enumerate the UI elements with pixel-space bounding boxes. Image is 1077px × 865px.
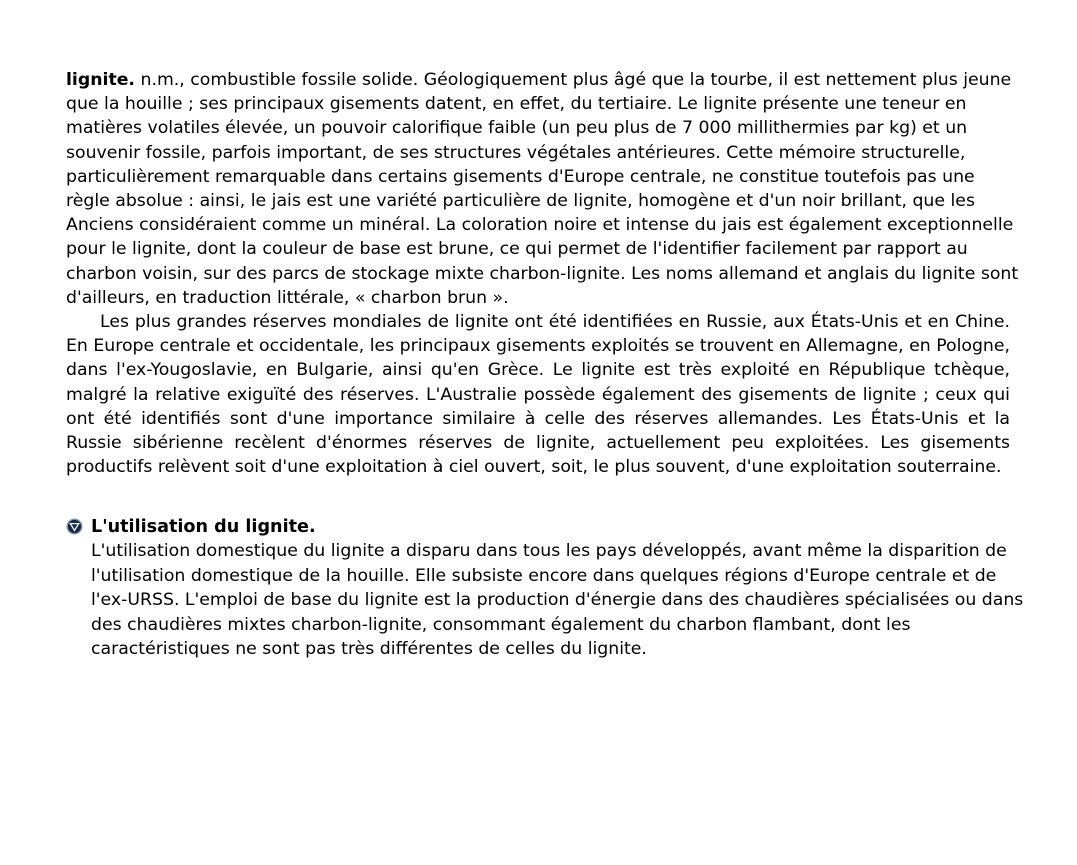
entry-headword: lignite.: [66, 70, 135, 90]
entry-reserves-paragraph: Les plus grandes réserves mondiales de lignite ont été identifiées en Russie, aux États-Unis et en Chine. En Europe centrale et occidentale, les principaux gisements exploités se trouvent en Allemagne, en Pologne, dans l'ex-Yougoslavie, en Bulgarie, ainsi qu'en Grèce. Le lignite est très exploité en République tchèque, malgré la relative exiguïté des réserves. L'Australie possède également des gisements de lignite ; ceux qui ont été identifiés sont d'une importance similaire à celle des réserves allemandes. Les États-Unis et la Russie sibérienne recèlent d'énormes réserves de lignite, actuellement peu exploitées. Les gisements productifs relèvent soit d'une exploitation à ciel ouvert, soit, le plus souvent, d'une exploitation souterraine.: [66, 312, 1010, 478]
section-heading-label: L'utilisation du lignite.: [91, 517, 316, 538]
collapse-triangle-down-icon[interactable]: [66, 518, 83, 535]
section-heading-row[interactable]: [66, 515, 1020, 539]
section-utilisation: [66, 515, 1024, 661]
entry-definition-paragraph: [66, 68, 1020, 310]
entry-definition-text: n.m., combustible fossile solide. Géologiquement plus âgé que la tourbe, il est nettement plus jeune que la houille ; ses principaux gisements datent, en effet, du tertiaire. Le lignite présente une teneur en matières volatiles élevée, un pouvoir calorifique faible (un peu plus de 7 000 millithermies par kg) et un souvenir fossile, parfois important, de ses structures végétales antérieures. Cette mémoire structurelle, particulièrement remarquable dans certains gisements d'Europe centrale, ne constitue toutefois pas une règle absolue : ainsi, le jais est une variété particulière de lignite, homogène et d'un noir brillant, que les Anciens considéraient comme un minéral. La coloration noire et intense du jais est également exceptionnelle pour le lignite, dont la couleur de base est brune, ce qui permet de l'identifier facilement par rapport au charbon voisin, sur des parcs de stockage mixte charbon-lignite. Les noms allemand et anglais du lignite sont d'ailleurs, en traduction littérale, « charbon brun ».: [66, 70, 1019, 308]
section-body-paragraph: L'utilisation domestique du lignite a disparu dans tous les pays développés, avant même la disparition de l'utilisation domestique de la houille. Elle subsiste encore dans quelques régions d'Europe centrale et de l'ex-URSS. L'emploi de base du lignite est la production d'énergie dans des chaudières spécialisées ou dans des chaudières mixtes charbon-lignite, consommant également du charbon flambant, dont les caractéristiques ne sont pas très différentes de celles du lignite.: [91, 541, 1024, 660]
